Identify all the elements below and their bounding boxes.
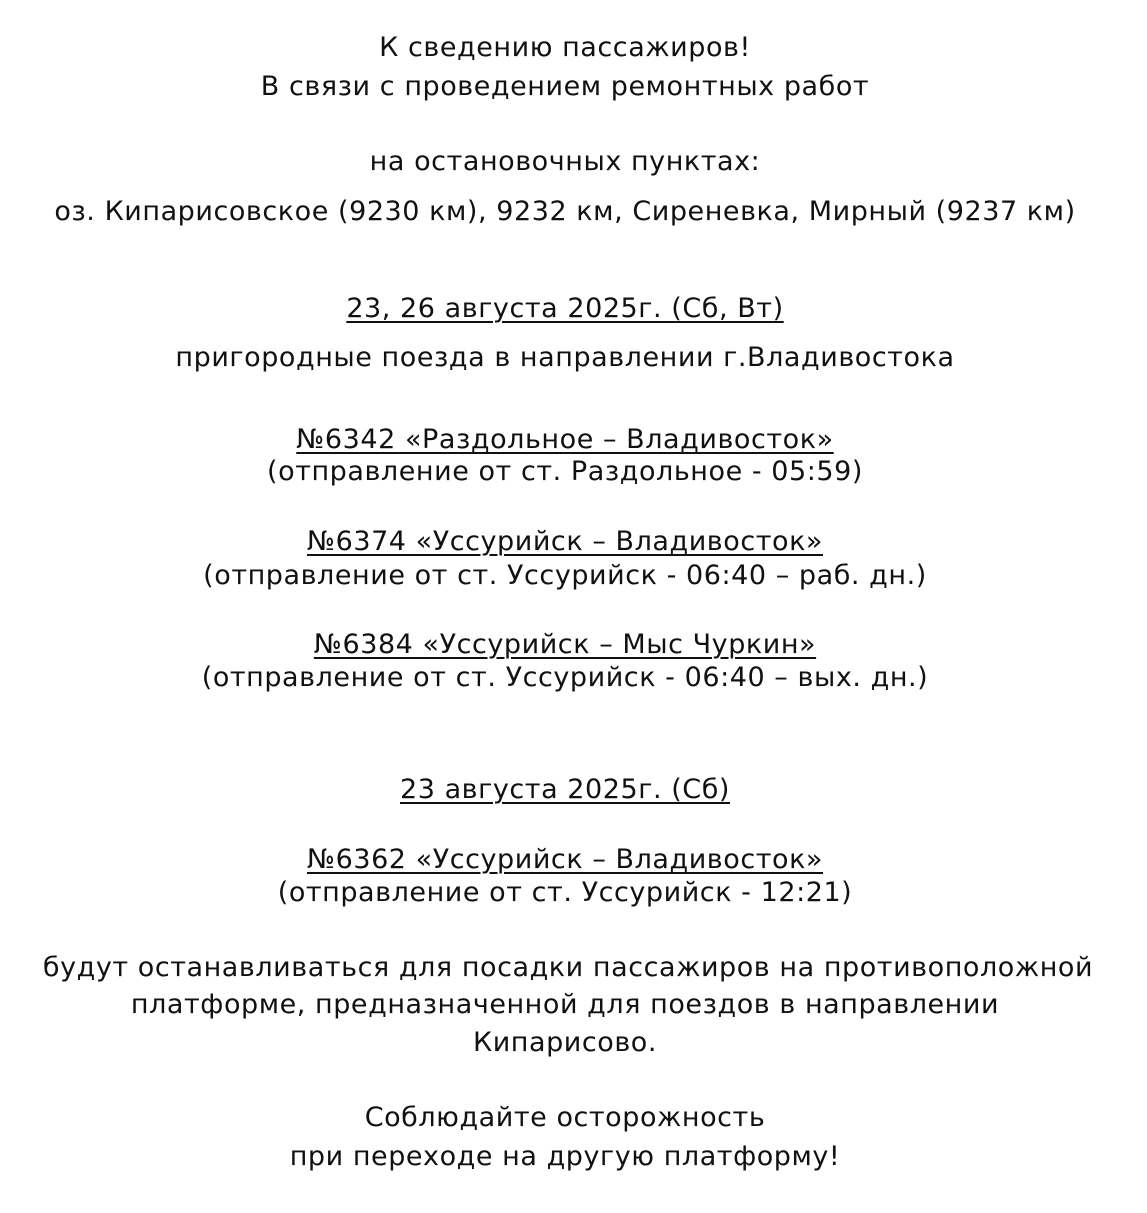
train-name: №6342 «Раздольное – Владивосток» bbox=[296, 424, 834, 455]
train-name: №6362 «Уссурийск – Владивосток» bbox=[306, 844, 823, 875]
stops-list: оз. Кипарисовское (9230 км), 9232 км, Сиреневка, Мирный (9237 км) bbox=[54, 196, 1076, 227]
warning-line: при переходе на другую платформу! bbox=[289, 1141, 841, 1172]
notice-title: К сведению пассажиров! bbox=[379, 32, 751, 63]
section1-date: 23, 26 августа 2025г. (Сб, Вт) bbox=[346, 293, 784, 324]
train-departure: (отправление от ст. Уссурийск - 06:40 – раб. дн.) bbox=[203, 560, 927, 591]
consequence-line: Кипарисово. bbox=[472, 1027, 658, 1058]
train-departure: (отправление от ст. Уссурийск - 06:40 – вых. дн.) bbox=[201, 662, 929, 693]
train-departure: (отправление от ст. Раздольное - 05:59) bbox=[267, 456, 863, 487]
train-name: №6374 «Уссурийск – Владивосток» bbox=[306, 526, 823, 557]
train-name: №6384 «Уссурийск – Мыс Чуркин» bbox=[313, 629, 817, 660]
section2-date: 23 августа 2025г. (Сб) bbox=[400, 774, 730, 805]
warning-line: Соблюдайте осторожность bbox=[364, 1102, 766, 1133]
consequence-line: платформе, предназначенной для поездов в направлении bbox=[130, 989, 1000, 1020]
train-departure: (отправление от ст. Уссурийск - 12:21) bbox=[277, 877, 853, 908]
notice-reason: В связи с проведением ремонтных работ bbox=[260, 71, 870, 102]
stops-intro: на остановочных пунктах: bbox=[369, 146, 761, 177]
consequence-line: будут останавливаться для посадки пассажиров на противоположной bbox=[42, 952, 1094, 983]
section1-direction: пригородные поезда в направлении г.Владивостока bbox=[175, 342, 955, 373]
